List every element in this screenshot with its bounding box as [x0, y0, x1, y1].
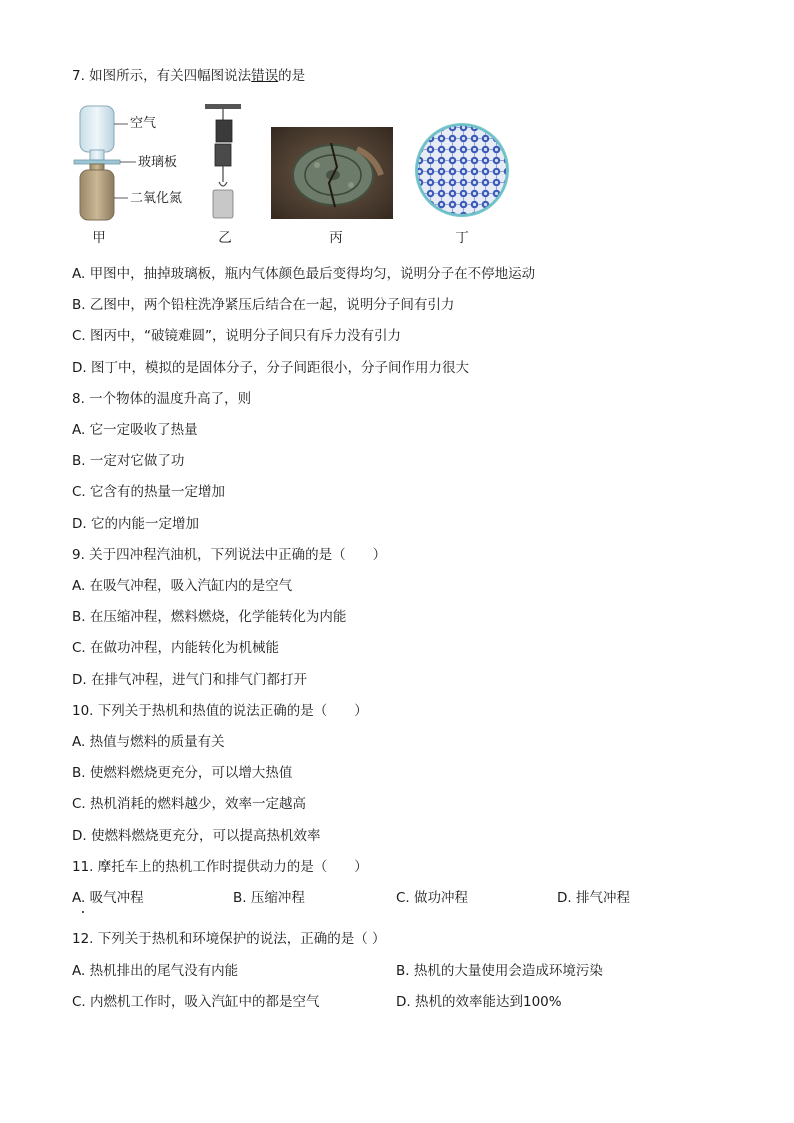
q10-option-d: D. 使燃料燃烧更充分，可以提高热机效率 [72, 828, 321, 844]
q10-stem: 10. 下列关于热机和热值的说法正确的是（ ） [72, 703, 368, 719]
solid-molecules-figure [414, 122, 510, 218]
q9-option-a: A. 在吸气冲程，吸入汽缸内的是空气 [72, 578, 293, 594]
q9-option-b: B. 在压缩冲程，燃料燃烧，化学能转化为内能 [72, 609, 347, 625]
q7-option-b: B. 乙图中，两个铅柱洗净紧压后结合在一起，说明分子间有引力 [72, 297, 455, 313]
q7-stem-underline: 错误 [251, 68, 279, 84]
lead-cylinders-figure [203, 102, 245, 224]
stray-dot [82, 911, 84, 913]
q11-option-d: D. 排气冲程 [557, 890, 630, 906]
q12-stem: 12. 下列关于热机和环境保护的说法，正确的是（ ） [72, 931, 386, 947]
caption-ding: 丁 [455, 230, 469, 246]
q7-stem-post: 的是 [278, 68, 306, 84]
q12-option-a: A. 热机排出的尾气没有内能 [72, 963, 239, 979]
q9-option-c: C. 在做功冲程，内能转化为机械能 [72, 640, 280, 656]
q8-stem: 8. 一个物体的温度升高了，则 [72, 391, 252, 407]
caption-jia: 甲 [92, 230, 106, 246]
q10-option-a: A. 热值与燃料的质量有关 [72, 734, 225, 750]
q7-option-a: A. 甲图中，抽掉玻璃板，瓶内气体颜色最后变得均匀，说明分子在不停地运动 [72, 266, 536, 282]
q9-option-d: D. 在排气冲程，进气门和排气门都打开 [72, 672, 307, 688]
q9-stem: 9. 关于四冲程汽油机，下列说法中正确的是（ ） [72, 547, 387, 563]
label-glass-plate: 玻璃板 [138, 155, 178, 170]
q8-option-d: D. 它的内能一定增加 [72, 516, 199, 532]
q11-option-b: B. 压缩冲程 [233, 890, 305, 906]
q11-option-a: A. 吸气冲程 [72, 890, 144, 906]
q12-option-d: D. 热机的效率能达到100% [396, 994, 562, 1010]
q8-option-c: C. 它含有的热量一定增加 [72, 484, 226, 500]
q7-stem [72, 67, 305, 85]
q12-option-b: B. 热机的大量使用会造成环境污染 [396, 963, 603, 979]
q8-option-b: B. 一定对它做了功 [72, 453, 185, 469]
q12-option-c: C. 内燃机工作时，吸入汽缸中的都是空气 [72, 994, 320, 1010]
broken-mirror-figure [271, 127, 393, 219]
q11-option-c: C. 做功冲程 [396, 890, 469, 906]
q8-option-a: A. 它一定吸收了热量 [72, 422, 198, 438]
q7-option-c: C. 图丙中，“破镜难圆”，说明分子间只有斥力没有引力 [72, 328, 401, 344]
caption-bing: 丙 [329, 230, 343, 246]
caption-yi: 乙 [218, 230, 232, 246]
label-air: 空气 [130, 116, 157, 131]
label-nitrogen-dioxide: 二氧化氮 [130, 191, 183, 206]
q7-option-d: D. 图丁中，模拟的是固体分子，分子间距很小，分子间作用力很大 [72, 360, 469, 376]
q7-stem-pre: 7. 如图所示，有关四幅图说法 [72, 68, 252, 84]
q11-stem: 11. 摩托车上的热机工作时提供动力的是（ ） [72, 859, 368, 875]
q10-option-b: B. 使燃料燃烧更充分，可以增大热值 [72, 765, 293, 781]
q10-option-c: C. 热机消耗的燃料越少，效率一定越高 [72, 796, 307, 812]
